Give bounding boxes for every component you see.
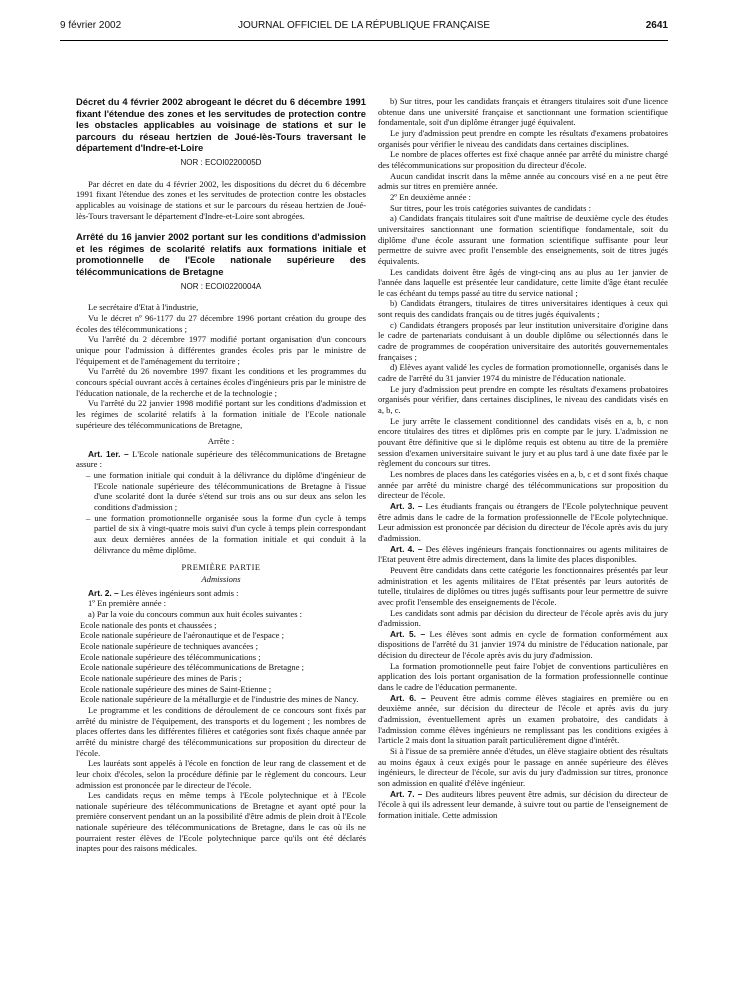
page-number: 2641 bbox=[645, 20, 668, 31]
journal-title: JOURNAL OFFICIEL DE LA RÉPUBLIQUE FRANÇAISE bbox=[237, 20, 491, 31]
article-paragraph bbox=[378, 544, 668, 565]
school-item: Ecole nationale supérieure de techniques avancées ; bbox=[80, 640, 258, 651]
article-text: Des auditeurs libres peuvent être admis, sur décision du directeur de l'école à qui ils adressent leur demande, à suivre tout ou partie de l'enseignement de formation initiale. Cette admission bbox=[378, 788, 668, 820]
paragraph: Les candidats doivent être âgés de vingt-cinq ans au plus au 1er janvier de l'année dans laquelle est présentée leur candidature, cette limite d'âge étant reculée le cas échéant du temps passé au titre du service national ; bbox=[378, 266, 668, 298]
decree-title: Décret du 4 février 2002 abrogeant le décret du 6 décembre 1991 fixant l'étendue des zones et les servitudes de protection contre les obstacles applicables au voisinage de stations et sur le parcours du réseau hertzien de Joué-lès-Tours traversant le département d'Indre-et-Loire bbox=[76, 96, 366, 154]
header-rule bbox=[60, 40, 668, 41]
school-item: Ecole nationale supérieure des mines de Saint-Etienne ; bbox=[80, 683, 272, 694]
article-text: Des élèves ingénieurs français fonctionnaires ou agents militaires de l'Etat peuvent être admis directement, dans la limite des places disponibles. bbox=[378, 543, 668, 565]
paragraph: Le jury d'admission peut prendre en compte les résultats d'examens probatoires organisés pour vérifier le niveau des candidats dans certaines disciplines. bbox=[378, 127, 668, 149]
article-label: Art. 5. – bbox=[390, 628, 426, 639]
paragraph: Les lauréats sont appelés à l'école en fonction de leur rang de classement et de leur choix d'écoles, selon la procédure définie par le règlement du concours. Leur admission est prononcée par le directeur de l'école. bbox=[76, 758, 366, 790]
article-paragraph bbox=[378, 501, 668, 544]
paragraph: Vu le décret nº 96-1177 du 27 décembre 1996 portant création du groupe des écoles des télécommunications ; bbox=[76, 312, 366, 334]
paragraph: Le secrétaire d'Etat à l'industrie, bbox=[88, 302, 199, 313]
article-paragraph bbox=[378, 629, 668, 661]
article-paragraph bbox=[378, 789, 668, 821]
article-label: Art. 3. – bbox=[390, 500, 423, 511]
page-header bbox=[60, 20, 668, 34]
paragraph: d) Elèves ayant validé les cycles de formation promotionnelle, organisés dans le cadre de l'arrêté du 31 janvier 1974 du ministre de l'éducation nationale. bbox=[378, 362, 668, 384]
list-item: – une formation promotionnelle organisée sous la forme d'un cycle à temps partiel de six à vingt-quatre mois suivi d'un cycle à temps plein correspondant aux deux dernières années de la formation initiale et qui conduit à la délivrance du même diplôme. bbox=[86, 512, 366, 555]
paragraph: Vu l'arrêté du 22 janvier 1998 modifié portant sur les conditions d'admission et les régimes de scolarité relatifs à la formation initiale de l'Ecole nationale supérieure des télécommunications de Bretagne, bbox=[76, 398, 366, 430]
school-item: Ecole nationale supérieure de l'aéronautique et de l'espace ; bbox=[80, 630, 284, 641]
article-label: Art. 2. – bbox=[88, 587, 119, 598]
paragraph: Sur titres, pour les trois catégories suivantes de candidats : bbox=[390, 202, 591, 213]
article-paragraph bbox=[378, 693, 668, 746]
paragraph: Le programme et les conditions de déroulement de ce concours sont fixés par arrêté du ministre de l'équipement, des transports et du logement ; les nombres de places offertes dans les différentes filières et catégories sont fixés chaque année par arrêté du ministre chargé des télécommunications sur proposition du directeur de l'école. bbox=[76, 704, 366, 758]
school-item: Ecole nationale supérieure des mines de Paris ; bbox=[80, 672, 242, 683]
article-paragraph bbox=[76, 449, 366, 470]
arrete-label: Arrête : bbox=[207, 436, 235, 447]
paragraph: Le nombre de places offertes est fixé chaque année par arrêté du ministre chargé des télécommunications sur proposition du directeur d'école. bbox=[378, 149, 668, 170]
right-column bbox=[378, 96, 668, 821]
list-item: – une formation initiale qui conduit à la délivrance du diplôme d'ingénieur de l'Ecole nationale supérieure des télécommunications de Bretagne à l'issue d'une scolarité dont la durée s'étend sur trois ans ou sur deux ans selon les conditions d'admission ; bbox=[86, 470, 366, 513]
paragraph: 1º En première année : bbox=[88, 598, 167, 609]
paragraph: Vu l'arrêté du 26 novembre 1997 fixant les conditions et les programmes du concours spécial ouvrant accès à certaines écoles d'ingénieurs pris par le ministre de l'éducation nationale, de la recherche et de la technologie ; bbox=[76, 366, 366, 398]
article-text: Les élèves sont admis en cycle de formation conformément aux dispositions de l'arrêté du 31 janvier 1974 du ministre de l'éducation nationale, par décision du directeur de l'école après avis du jury d'admission. bbox=[378, 628, 668, 661]
article-label: Art. 7. – bbox=[390, 788, 423, 799]
article-text: Les élèves ingénieurs sont admis : bbox=[120, 587, 239, 598]
article-label: Art. 6. – bbox=[390, 692, 426, 703]
nor-reference: NOR : ECOI0220004A bbox=[180, 281, 262, 291]
school-item: Ecole nationale supérieure des télécommunications de Bretagne ; bbox=[80, 662, 305, 673]
article-text: Les étudiants français ou étrangers de l'Ecole polytechnique peuvent être admis dans le cadre de la formation professionnelle de l'Ecole polytechnique. Leur admission est prononcée par décision du directeur de l'école après avis du jury d'admission. bbox=[378, 500, 668, 543]
paragraph: Le jury d'admission peut prendre en compte les résultats d'examens probatoires organisés pour vérifier, dans certaines disciplines, le niveau des candidats visés en a, b, c. bbox=[378, 383, 668, 416]
left-column bbox=[76, 96, 366, 854]
paragraph: a) Par la voie du concours commun aux huit écoles suivantes : bbox=[88, 609, 303, 619]
header-date: 9 février 2002 bbox=[60, 20, 122, 31]
paragraph: b) Candidats étrangers, titulaires de titres universitaires identiques à ceux qui sont requis des candidats français ou de titres jugés équivalents ; bbox=[378, 298, 668, 320]
section-subtitle: Admissions bbox=[201, 574, 241, 585]
paragraph: a) Candidats français titulaires soit d'une maîtrise de deuxième cycle des études universitaires sanctionnant une formation scientifique fondamentale, soit du diplôme d'une école assurant une formation scientifique suffisante pour leur permettre de suivre avec profit l'ensemble des enseignements, soit de titres jugés équivalents. bbox=[378, 213, 668, 266]
arrete-title: Arrêté du 16 janvier 2002 portant sur les conditions d'admission et les régimes de scolarité relatifs aux formations initiale et promotionnelle de l'Ecole nationale supérieure des télécommunications de Bretagne bbox=[76, 231, 366, 278]
article-text: Peuvent être admis comme élèves stagiaires en première ou en deuxième année, sur décision du directeur de l'école et après avis du jury d'admission, éventuellement après un examen probatoire, des candidats à l'admission comme élèves ingénieurs ne remplissant pas les conditions exigées à l'article 2 mais dont la situation paraît particulièrement digne d'intérêt. bbox=[378, 692, 669, 746]
nor-reference: NOR : ECOI0220005D bbox=[180, 157, 262, 167]
school-item: Ecole nationale supérieure des télécommunications ; bbox=[80, 651, 261, 662]
article-label: Art. 4. – bbox=[390, 543, 423, 554]
paragraph: Aucun candidat inscrit dans la même année au concours visé en a ne peut être admis sur titres en première année. bbox=[378, 170, 668, 192]
paragraph: Peuvent être candidats dans cette catégorie les fonctionnaires présentés par leur administration et les agents militaires de l'Etat présentés par leurs autorités de tutelle, titulaires de diplômes ou titres jugés suffisants pour leur permettre de suivre avec profit l'ensemble des enseignements de l'école. bbox=[378, 564, 668, 607]
article-label: Art. 1er. – bbox=[88, 448, 129, 459]
paragraph: Vu l'arrêté du 2 décembre 1977 modifié portant organisation d'un concours unique pour l'admission à différentes grandes écoles pris par le ministre de l'équipement et de l'aménagement du territoire ; bbox=[76, 334, 366, 366]
paragraph: Les nombres de places dans les catégories visées en a, b, c et d sont fixés chaque année par arrêté du ministre chargé des télécommunications sur proposition du directeur de l'école. bbox=[378, 468, 668, 501]
paragraph: b) Sur titres, pour les candidats français et étrangers titulaires soit d'une licence obtenue dans une université française et sanctionnant une formation scientifique fondamentale, soit d'un diplôme étranger jugé équivalent. bbox=[378, 96, 668, 128]
paragraph: 2º En deuxième année : bbox=[390, 191, 471, 202]
paragraph: Par décret en date du 4 février 2002, les dispositions du décret du 6 décembre 1991 fixant l'étendue des zones et les servitudes de protection contre les obstacles applicables au voisinage de stations et sur le parcours du réseau hertzien de Joué-lès-Tours traversant le département d'Indre-et-Loire sont abrogées. bbox=[76, 178, 366, 221]
article-text: L'Ecole nationale supérieure des télécommunications de Bretagne assure : bbox=[76, 448, 366, 470]
section-title: PREMIÈRE PARTIE bbox=[181, 563, 261, 573]
article-paragraph bbox=[76, 588, 366, 599]
school-item: Ecole nationale des ponts et chaussées ; bbox=[80, 619, 217, 630]
paragraph: c) Candidats étrangers proposés par leur institution universitaire d'origine dans le cadre de partenariats conduisant à un double diplôme ou sélectionnés dans le cadre de programmes de coopération universitaire des autorités gouvernementales françaises ; bbox=[378, 319, 668, 362]
paragraph: Si à l'issue de sa première année d'études, un élève stagiaire obtient des résultats au moins égaux à ceux exigés pour le passage en année supérieure des élèves ingénieurs, le directeur de l'école, sur avis du jury d'admission sur titres, prononce son admission en qualité d'élève ingénieur. bbox=[378, 746, 668, 788]
paragraph: Le jury arrête le classement conditionnel des candidats visés en a, b, c non encore titulaires des titres et diplômes pris en compte par le jury. L'admission ne pouvant être définitive que si le diplôme requis est obtenu au titre de la première session d'examen universitaire suivant le jury et au plus tard à une date fixée par le règlement du concours sur titres. bbox=[378, 415, 668, 469]
school-item: Ecole nationale supérieure de la métallurgie et de l'industrie des mines de Nancy. bbox=[80, 694, 359, 705]
paragraph: Les candidats reçus en même temps à l'Ecole polytechnique et à l'Ecole nationale supérieure des télécommunications de Bretagne et ayant opté pour la première conservent pendant un an la possibilité d'être admis de plein droit à l'Ecole nationale supérieure des télécommunications de Bretagne, dans le cas où ils ne pourraient rester élèves de l'Ecole polytechnique parce qu'ils ont été déclarés inaptes pour des raisons médicales. bbox=[76, 790, 366, 854]
paragraph: Les candidats sont admis par décision du directeur de l'école après avis du jury d'admission. bbox=[378, 607, 668, 629]
paragraph: La formation promotionnelle peut faire l'objet de conventions particulières en application des lois portant organisation de la formation professionnelle continue dans le cadre de l'éducation permanente. bbox=[378, 660, 668, 693]
